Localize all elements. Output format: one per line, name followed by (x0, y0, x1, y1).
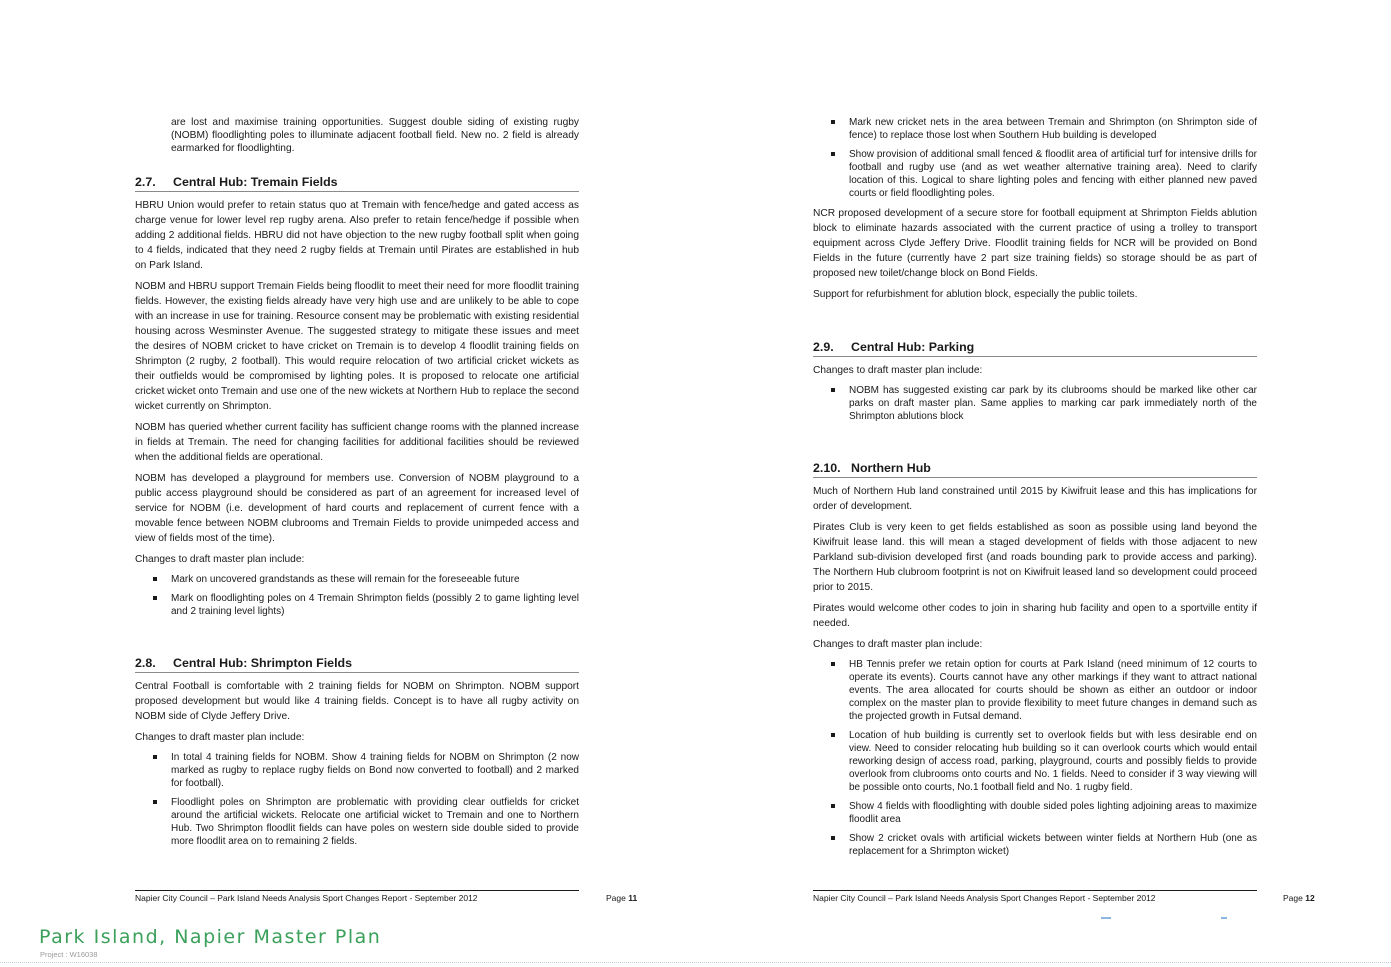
paragraph: Changes to draft master plan include: (135, 554, 305, 565)
bullet-icon (831, 836, 835, 840)
paragraph: Central Football is comfortable with 2 training fields for NOBM on Shrimpton. NOBM support proposed development but would like 4 training fields. Concept is to have all rugby activity on NOBM side of Clyde Jeffery Drive. (135, 681, 579, 722)
paragraph: Much of Northern Hub land constrained until 2015 by Kiwifruit lease and this has implications for order of development. (813, 486, 1257, 512)
bullet-icon (153, 596, 157, 600)
section-title: Northern Hub (851, 461, 931, 475)
footer-rule (135, 890, 579, 891)
section-2-10 (813, 461, 1257, 858)
paragraph: Pirates Club is very keen to get fields established as soon as possible using land beyond the Kiwifruit lease land. this will mean a staged development of fields with those adjacent to new Parkland sub-division developed first (and roads bounding park to provide access and parking). The Northern Hub clubroom footprint is not on Kiwifruit leased land so development could proceed prior to 2015. (813, 522, 1257, 593)
bullet-list (135, 751, 579, 848)
list-item: Show 4 fields with floodlighting with double sided poles lighting adjoining areas to maximize floodlit area (813, 800, 1257, 826)
list-item: Mark on uncovered grandstands as these will remain for the foreseeable future (135, 573, 579, 586)
page-12-body (813, 116, 1257, 864)
paragraph: NOBM and HBRU support Tremain Fields being floodlit to meet their need for more floodlit training fields. However, the existing fields already have very high use and are unlikely to be able to cope with an increase in use for training. Resource consent may be problematic with existing residential housing across Wesminster Avenue. The suggested strategy to mitigate these issues and meet the desires of NOBM cricket to have cricket on Tremain is to develop 4 floodlit training fields on Shrimpton (2 rugby, 2 football). This would require relocation of two artificial cricket wickets as their outfields would be compromised by lighting poles. It is proposed to relocate one artificial cricket wicket onto Tremain and use one of the new wickets at Northern Hub to replace the second wicket currently on Shrimpton. (135, 281, 579, 412)
footer-text: Napier City Council – Park Island Needs Analysis Sport Changes Report - September 2012 (813, 893, 1156, 903)
bullet-icon (831, 152, 835, 156)
section-heading (813, 340, 1257, 357)
bullet-icon (831, 733, 835, 737)
list-item: Location of hub building is currently set to overlook fields but with less desirable end on view. Need to consider relocating hub building so it can overlook courts which would entail reworking design of access road, parking, playground, courts and possibly fields to provide overlook from clubrooms onto courts and No. 1 fields. Need to consider if 3 way viewing will be possible onto courts, No.1 football field and No. 1 rugby field. (813, 729, 1257, 794)
section-title: Central Hub: Parking (851, 340, 975, 354)
section-title: Central Hub: Shrimpton Fields (173, 656, 352, 670)
list-item: Mark new cricket nets in the area between Tremain and Shrimpton (on Shrimpton side of fence) to replace those lost when Southern Hub building is developed (813, 116, 1257, 142)
list-item: Mark on floodlighting poles on 4 Tremain Shrimpton fields (possibly 2 to game lighting level and 2 training level lights) (135, 592, 579, 618)
list-item: Show 2 cricket ovals with artificial wickets between winter fields at Northern Hub (one as replacement for a Shrimpton wicket) (813, 832, 1257, 858)
bullet-icon (153, 800, 157, 804)
section-number: 2.7. (135, 175, 156, 189)
decorative-mark (1101, 917, 1111, 919)
brand-title: Park Island, Napier Master Plan (39, 926, 382, 948)
dotted-divider (0, 962, 1391, 963)
bullet-list (813, 116, 1257, 200)
footer-rule (813, 890, 1257, 891)
section-number: 2.9. (813, 340, 834, 354)
paragraph: NOBM has queried whether current facility has sufficient change rooms with the planned increase in fields at Tremain. The need for changing facilities for additional facilities should be reviewed when the additional fields are operational. (135, 422, 579, 463)
project-code: Project : W16038 (40, 950, 98, 959)
list-item: NOBM has suggested existing car park by its clubrooms should be marked like other car parks on draft master plan. Same applies to marking car park immediately north of the Shrimpton ablutions block (813, 384, 1257, 423)
paragraph: Changes to draft master plan include: (813, 365, 983, 376)
bullet-list (135, 573, 579, 618)
bullet-icon (831, 662, 835, 666)
bullet-icon (831, 804, 835, 808)
bullet-icon (831, 388, 835, 392)
intro-paragraph: are lost and maximise training opportunities. Suggest double siding of existing rugby (NOBM) floodlighting poles to illuminate adjacent football field. New no. 2 field is already earmarked for floodlighting. (171, 117, 579, 154)
list-item: Floodlight poles on Shrimpton are problematic with providing clear outfields for cricket around the artificial wickets. Relocate one artificial wicket to Tremain and one to Northern Hub. Two Shrimpton floodlit fields can have poles on western side double sided to provide more floodlit area on to remaining 2 fields. (135, 796, 579, 848)
paragraph: Pirates would welcome other codes to join in sharing hub facility and open to a sportville entity if needed. (813, 603, 1257, 629)
page-number: Page 11 (606, 893, 638, 903)
section-title: Central Hub: Tremain Fields (173, 175, 338, 189)
paragraph: Changes to draft master plan include: (813, 639, 983, 650)
bullet-list (813, 658, 1257, 858)
list-item: Show provision of additional small fenced & floodlit area of artificial turf for intensive drills for football and rugby use (and as wet weather alternative training area). Need to clarify location of this. Logical to share lighting poles and fencing with either planned new paved courts or field floodlighting poles. (813, 148, 1257, 200)
footer-text: Napier City Council – Park Island Needs Analysis Sport Changes Report - September 2012 (135, 893, 478, 903)
section-2-9 (813, 340, 1257, 423)
section-heading (135, 656, 579, 673)
paragraph: NOBM has developed a playground for members use. Conversion of NOBM playground to a public access playground should be considered as part of an agreement for increased level of service for NOBM (i.e. development of hard courts and replacement of current fence with a movable fence between NOBM clubrooms and Tremain Fields to provide unimpeded access and view of fields most of the time). (135, 473, 579, 544)
section-2-7 (135, 175, 579, 618)
section-number: 2.8. (135, 656, 156, 670)
decorative-mark (1221, 917, 1227, 919)
paragraph: HBRU Union would prefer to retain status quo at Tremain with fence/hedge and gated access as charge venue for lower level rep rugby arena. Also prefer to retain fence/hedge if possible when adding 2 additional fields. HBRU did not have objection to the new rugby football split when going to 4 fields, indicated that they need 2 rugby fields at Tremain until Pirates are established in hub on Park Island. (135, 200, 579, 271)
page-footer (135, 890, 640, 904)
section-heading (135, 175, 579, 192)
section-2-8 (135, 656, 579, 848)
page-footer (813, 890, 1333, 904)
paragraph: Support for refurbishment for ablution block, especially the public toilets. (813, 289, 1138, 300)
bullet-icon (153, 577, 157, 581)
list-item: HB Tennis prefer we retain option for courts at Park Island (need minimum of 12 courts to operate its events). Courts cannot have any other markings if they want to attract national events. The area allocated for courts should be shown as either an outdoor or indoor complex on the master plan to provide flexibility to meet future changes in demand such as the projected growth in Futsal demand. (813, 658, 1257, 723)
bullet-icon (153, 755, 157, 759)
section-heading (813, 461, 1257, 478)
section-number: 2.10. (813, 461, 841, 475)
bullet-list (813, 384, 1257, 423)
list-item: In total 4 training fields for NOBM. Show 4 training fields for NOBM on Shrimpton (2 now marked as rugby to replace rugby fields on Bond now converted to football) and 2 marked for football). (135, 751, 579, 790)
document-page-11 (0, 0, 695, 910)
page-number: Page 12 (1283, 893, 1315, 903)
paragraph: Changes to draft master plan include: (135, 732, 305, 743)
bullet-icon (831, 120, 835, 124)
page-11-body (135, 116, 579, 854)
document-page-12 (695, 0, 1391, 910)
paragraph: NCR proposed development of a secure store for football equipment at Shrimpton Fields ablution block to eliminate hazards associated with the current practice of using a trolley to transport equipment across Clyde Jeffery Drive. Floodlit training fields for NCR will be provided on Bond Fields in the future (currently have 2 part size training fields) so storage should be as part of proposed new toilet/change block on Bond Fields. (813, 208, 1257, 279)
